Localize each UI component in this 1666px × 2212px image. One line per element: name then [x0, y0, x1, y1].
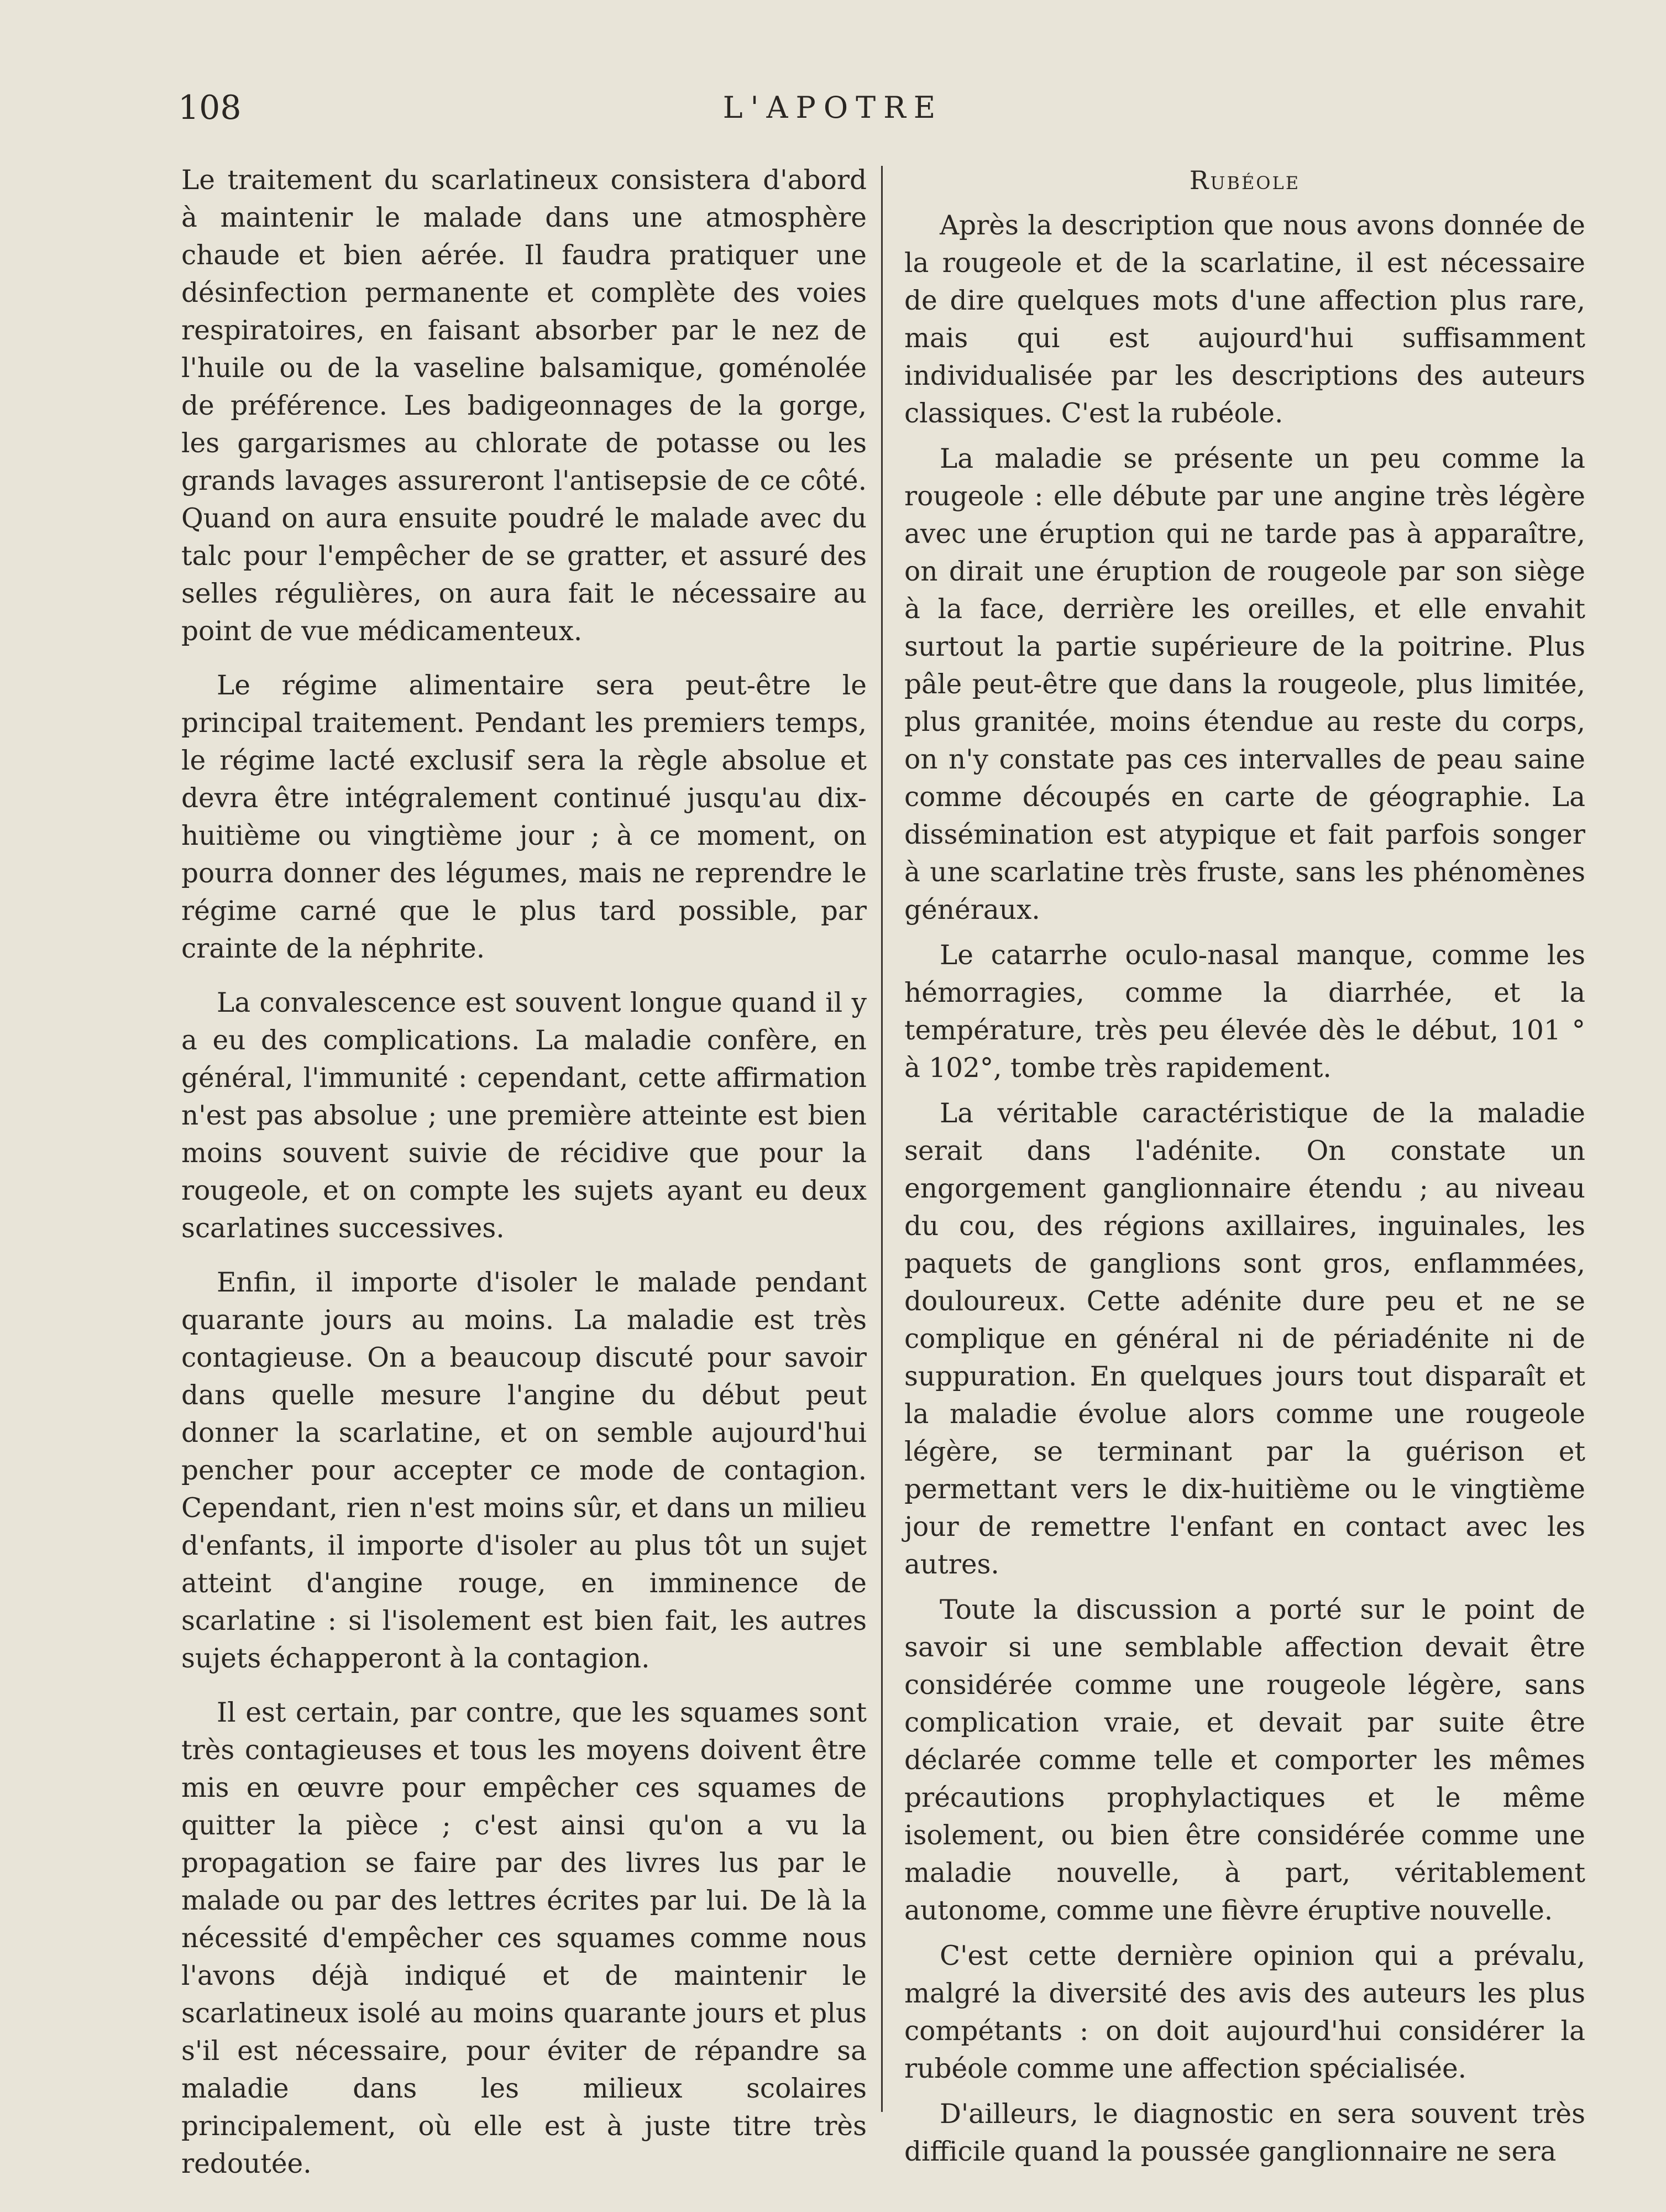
paragraph: Toute la discussion a porté sur le point de savoir si une semblable affection devait être considérée comme une rougeole légère, sans complication vraie, et devait par suite être déclarée comme telle et comporter les mêmes précautions prophylactiques et le même isolement, ou bien être considérée comme une maladie nouvelle, à part, véritablement autonome, comme une fièvre éruptive nouvelle.: [904, 1594, 1585, 1926]
section-title: Rubéole: [1189, 165, 1301, 195]
paragraph: Le traitement du scarlatineux consistera d'abord à maintenir le malade dans une atmosphère chaude et bien aérée. Il faudra pratiquer une désinfection permanente et complète des voies respiratoires, en faisant absorber par le nez de l'huile ou de la vaseline balsamique, goménolée de préférence. Les badigeonnages de la gorge, les gargarismes au chlorate de potasse ou les grands lavages assureront l'antisepsie de ce côté. Quand on aura ensuite poudré le malade avec du talc pour l'empêcher de se gratter, et assuré des selles régulières, on aura fait le nécessaire au point de vue médicamenteux.: [181, 165, 867, 647]
paragraph: La convalescence est souvent longue quand il y a eu des complications. La maladie confère, en général, l'immunité : cependant, cette affirmation n'est pas absolue ; une première atteinte est bien moins souvent suivie de récidive que pour la rougeole, et on compte les sujets ayant eu deux scarlatines successives.: [181, 987, 867, 1244]
paragraph: Après la description que nous avons donnée de la rougeole et de la scarlatine, il est nécessaire de dire quelques mots d'une affection plus rare, mais qui est aujourd'hui suffisamment individualisée par les descriptions des auteurs classiques. C'est la rubéole.: [904, 210, 1585, 429]
paragraph: D'ailleurs, le diagnostic en sera souvent très difficile quand la poussée ganglionnaire ne sera: [904, 2099, 1585, 2167]
paragraph: Le régime alimentaire sera peut-être le principal traitement. Pendant les premiers temps, le régime lacté exclusif sera la règle absolue et devra être intégralement continué jusqu'au dix-huitième ou vingtième jour ; à ce moment, on pourra donner des légumes, mais ne reprendre le régime carné que le plus tard possible, par crainte de la néphrite.: [181, 670, 867, 964]
page-number: 108: [178, 88, 242, 127]
column-divider: [881, 166, 883, 2112]
paragraph: Il est certain, par contre, que les squames sont très contagieuses et tous les moyens doivent être mis en œuvre pour empêcher ces squames de quitter la pièce ; c'est ainsi qu'on a vu la propagation se faire par des livres lus par le malade ou par des lettres écrites par lui. De là la nécessité d'empêcher ces squames comme nous l'avons déjà indiqué et de maintenir le scarlatineux isolé au moins quarante jours et plus s'il est nécessaire, pour éviter de répandre sa maladie dans les milieux scolaires principalement, où elle est à juste titre très redoutée.: [181, 1697, 867, 2179]
running-head: L'APOTRE: [722, 90, 944, 125]
paragraph: La véritable caractéristique de la maladie serait dans l'adénite. On constate un engorgement ganglionnaire étendu ; au niveau du cou, des régions axillaires, inguinales, les paquets de ganglions sont gros, enflammées, douloureux. Cette adénite dure peu et ne se complique en général ni de périadénite ni de suppuration. En quelques jours tout disparaît et la maladie évolue alors comme une rougeole légère, se terminant par la guérison et permettant vers le dix-huitième ou le vingtième jour de remettre l'enfant en contact avec les autres.: [904, 1098, 1585, 1580]
paragraph: Enfin, il importe d'isoler le malade pendant quarante jours au moins. La maladie est très contagieuse. On a beaucoup discuté pour savoir dans quelle mesure l'angine du début peut donner la scarlatine, et on semble aujourd'hui pencher pour accepter ce mode de contagion. Cependant, rien n'est moins sûr, et dans un milieu d'enfants, il importe d'isoler au plus tôt un sujet atteint d'angine rouge, en imminence de scarlatine : si l'isolement est bien fait, les autres sujets échapperont à la contagion.: [181, 1267, 867, 1674]
left-column: [181, 161, 867, 2199]
right-column: [904, 161, 1585, 2178]
paragraph: Le catarrhe oculo-nasal manque, comme les hémorragies, comme la diarrhée, et la température, très peu élevée dès le début, 101 ° à 102°, tombe très rapidement.: [904, 940, 1585, 1084]
page-header: [0, 83, 1666, 133]
paragraph: C'est cette dernière opinion qui a prévalu, malgré la diversité des avis des auteurs les plus compétants : on doit aujourd'hui considérer la rubéole comme une affection spécialisée.: [904, 1941, 1585, 2084]
paragraph: La maladie se présente un peu comme la rougeole : elle débute par une angine très légère avec une éruption qui ne tarde pas à apparaître, on dirait une éruption de rougeole par son siège à la face, derrière les oreilles, et elle envahit surtout la partie supérieure de la poitrine. Plus pâle peut-être que dans la rougeole, plus limitée, plus granitée, moins étendue au reste du corps, on n'y constate pas ces intervalles de peau saine comme découpés en carte de géographie. La dissémination est atypique et fait parfois songer à une scarlatine très fruste, sans les phénomènes généraux.: [904, 443, 1585, 925]
